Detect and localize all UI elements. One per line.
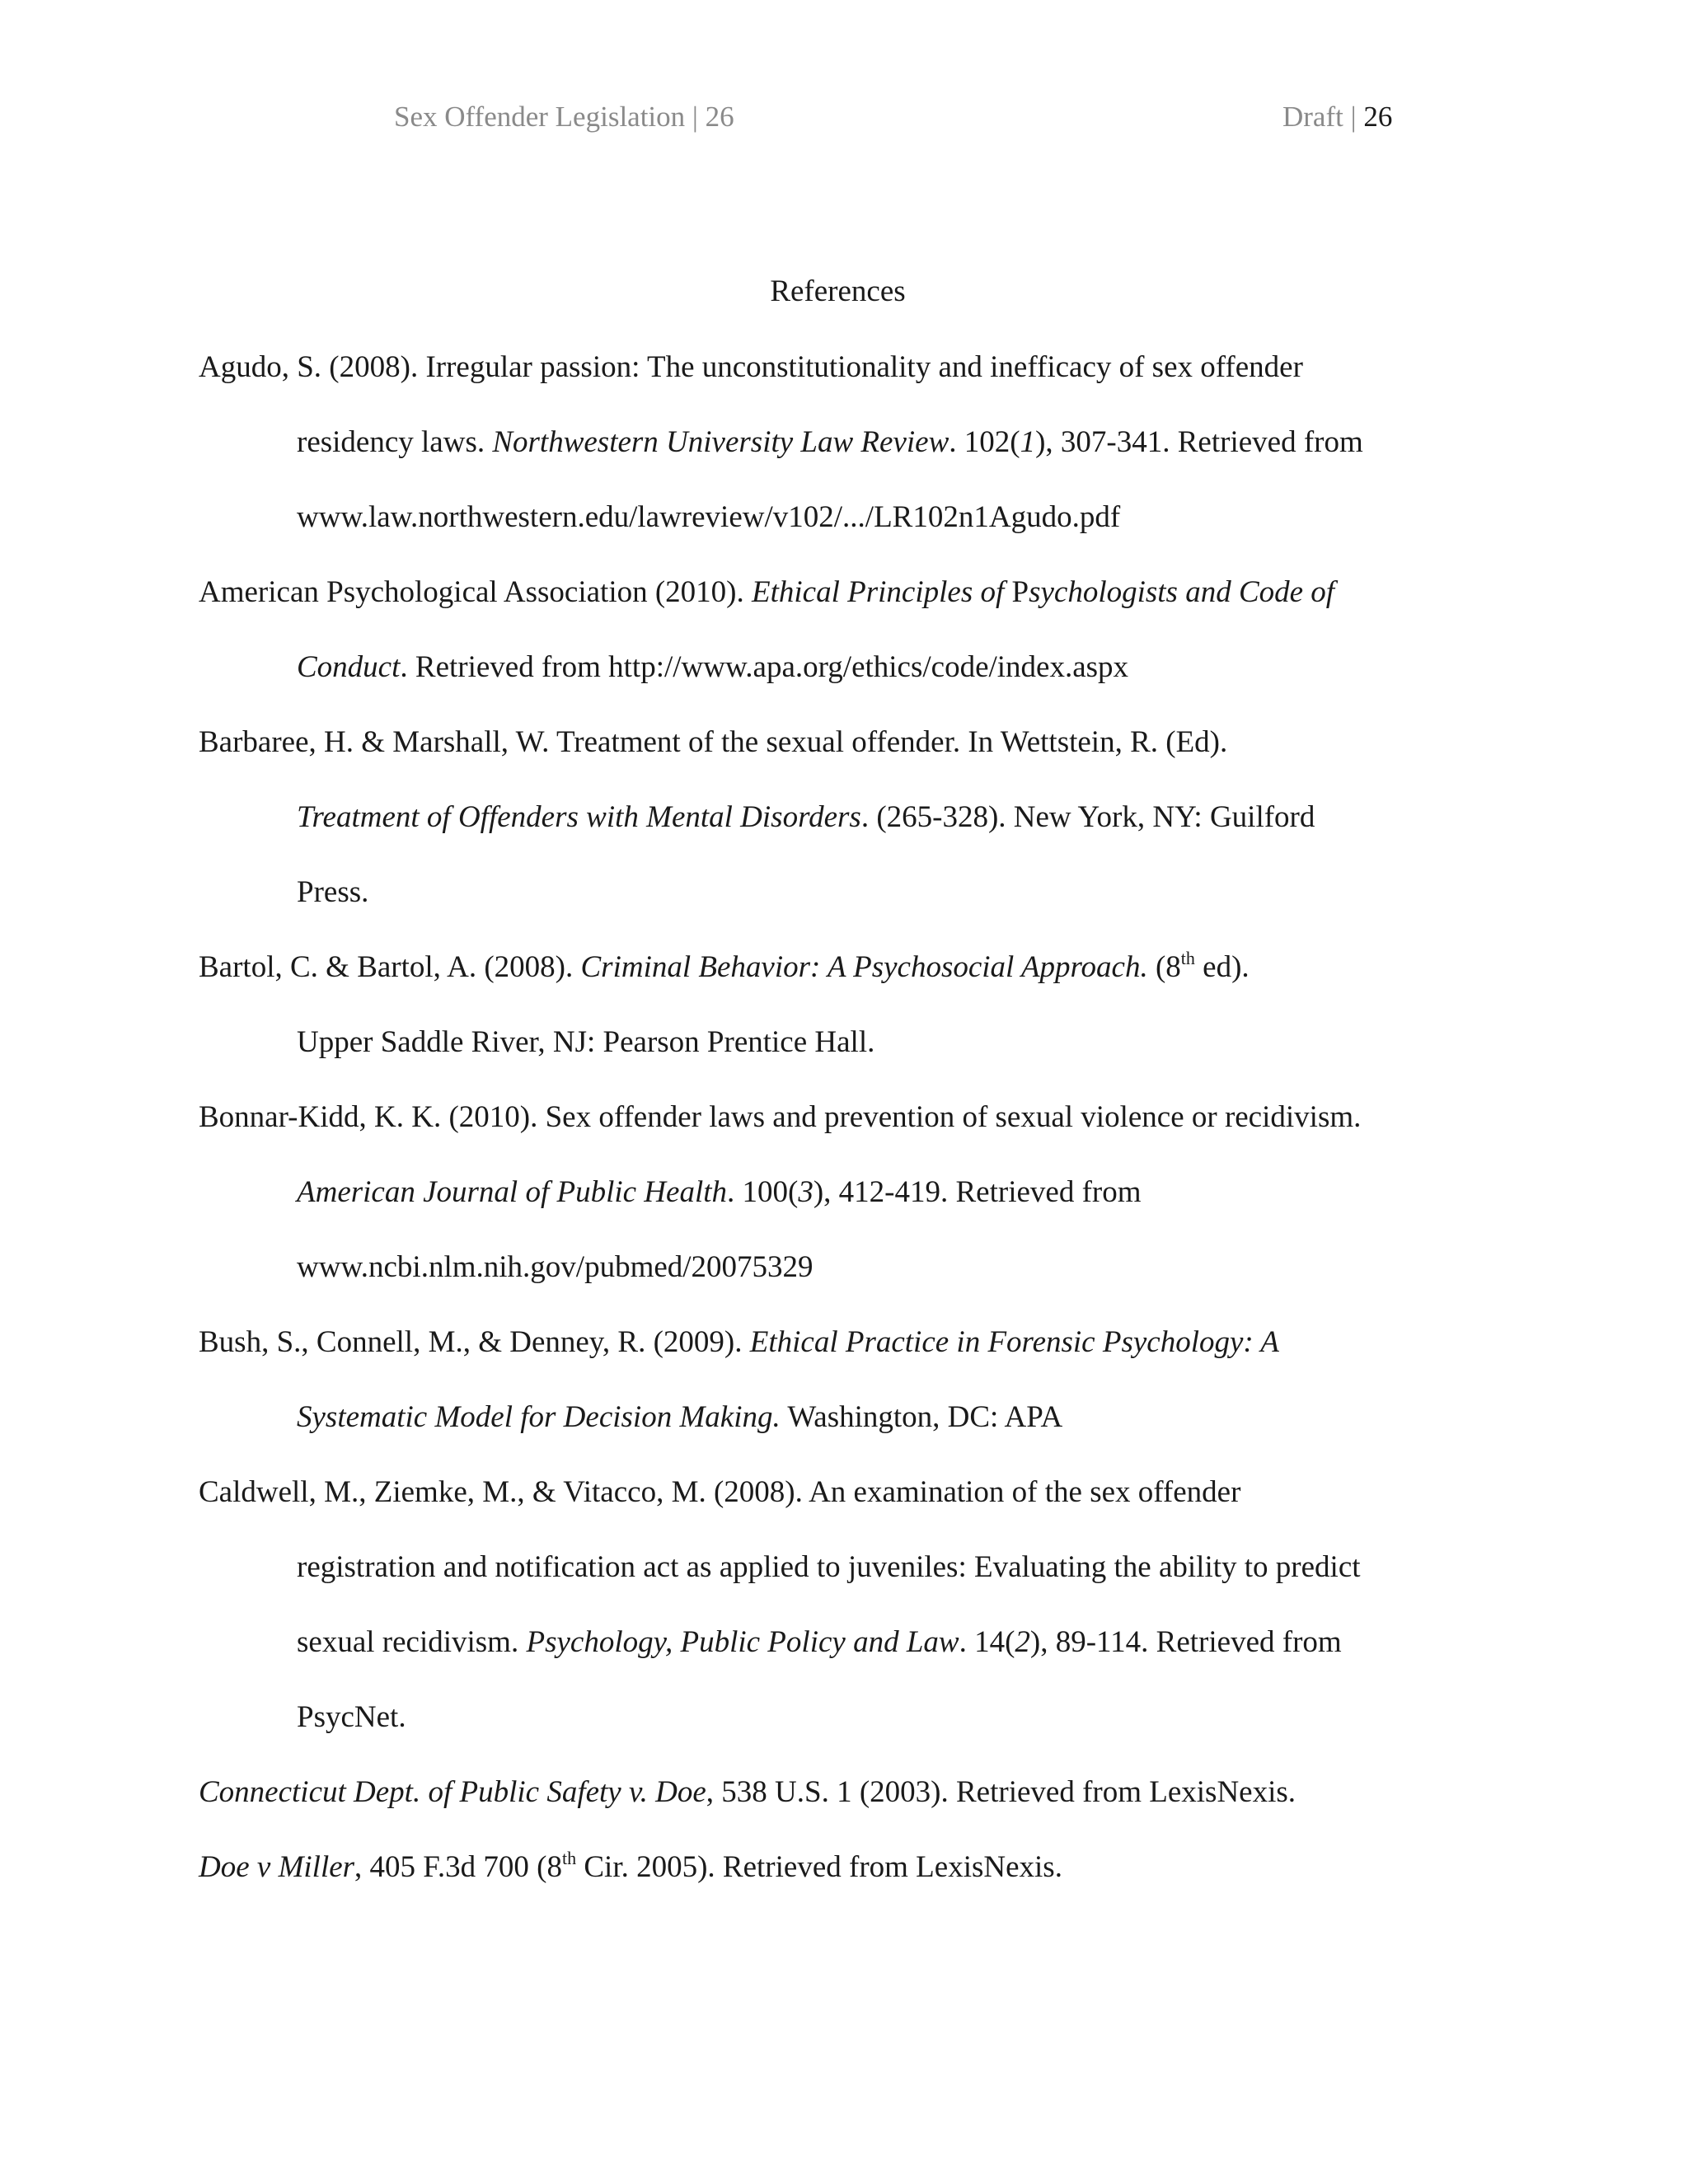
ref-barbaree-line-2: Treatment of Offenders with Mental Disorders. (265-328). New York, NY: Guilford (297, 800, 1315, 834)
ref-bonnar-line-1: Bonnar-Kidd, K. K. (2010). Sex offender laws and prevention of sexual violence or recidivism. (199, 1100, 1362, 1134)
ref-apa-line-2: Conduct. Retrieved from http://www.apa.org/ethics/code/index.aspx (297, 650, 1129, 684)
ref-bartol-line-2: Upper Saddle River, NJ: Pearson Prentice Hall. (297, 1025, 875, 1059)
ref-apa-line-1: American Psychological Association (2010). Ethical Principles of Psychologists and Code of (199, 575, 1335, 609)
ref-caldwell-line-3: sexual recidivism. Psychology, Public Policy and Law. 14(2), 89-114. Retrieved from (297, 1625, 1342, 1659)
ref-bonnar-line-3: www.ncbi.nlm.nih.gov/pubmed/20075329 (297, 1250, 814, 1284)
page-label (1282, 97, 1392, 137)
ref-connecticut-line-1: Connecticut Dept. of Public Safety v. Doe, 538 U.S. 1 (2003). Retrieved from LexisNexis. (199, 1775, 1296, 1809)
running-head: Sex Offender Legislation | 26 (394, 101, 734, 133)
ref-barbaree-line-3: Press. (297, 875, 369, 909)
ref-caldwell-line-4: PsycNet. (297, 1700, 406, 1734)
ref-bonnar-line-2: American Journal of Public Health. 100(3), 412-419. Retrieved from (297, 1175, 1142, 1209)
ref-bush-line-1: Bush, S., Connell, M., & Denney, R. (2009). Ethical Practice in Forensic Psychology: A (199, 1325, 1279, 1359)
ref-bush-line-2: Systematic Model for Decision Making. Washington, DC: APA (297, 1400, 1063, 1434)
header-separator: | (1343, 101, 1364, 133)
ref-barbaree-line-1: Barbaree, H. & Marshall, W. Treatment of the sexual offender. In Wettstein, R. (Ed). (199, 725, 1228, 759)
draft-label: Draft (1282, 101, 1343, 133)
ref-caldwell-line-1: Caldwell, M., Ziemke, M., & Vitacco, M. (2008). An examination of the sex offender (199, 1475, 1241, 1509)
page-number: 26 (1363, 101, 1393, 133)
ref-agudo-line-2: residency laws. Northwestern University Law Review. 102(1), 307-341. Retrieved from (297, 425, 1363, 459)
ref-doe-line-1: Doe v Miller, 405 F.3d 700 (8th Cir. 2005). Retrieved from LexisNexis. (199, 1847, 1062, 1884)
ref-caldwell-line-2: registration and notification act as applied to juveniles: Evaluating the ability to predict (297, 1550, 1361, 1584)
ref-agudo-line-3: www.law.northwestern.edu/lawreview/v102/.../LR102n1Agudo.pdf (297, 500, 1121, 534)
ref-bartol-line-1: Bartol, C. & Bartol, A. (2008). Criminal Behavior: A Psychosocial Approach. (8th ed). (199, 947, 1250, 984)
ref-agudo-line-1: Agudo, S. (2008). Irregular passion: The unconstitutionality and inefficacy of sex offender (199, 350, 1303, 384)
references-heading: References (770, 274, 906, 308)
